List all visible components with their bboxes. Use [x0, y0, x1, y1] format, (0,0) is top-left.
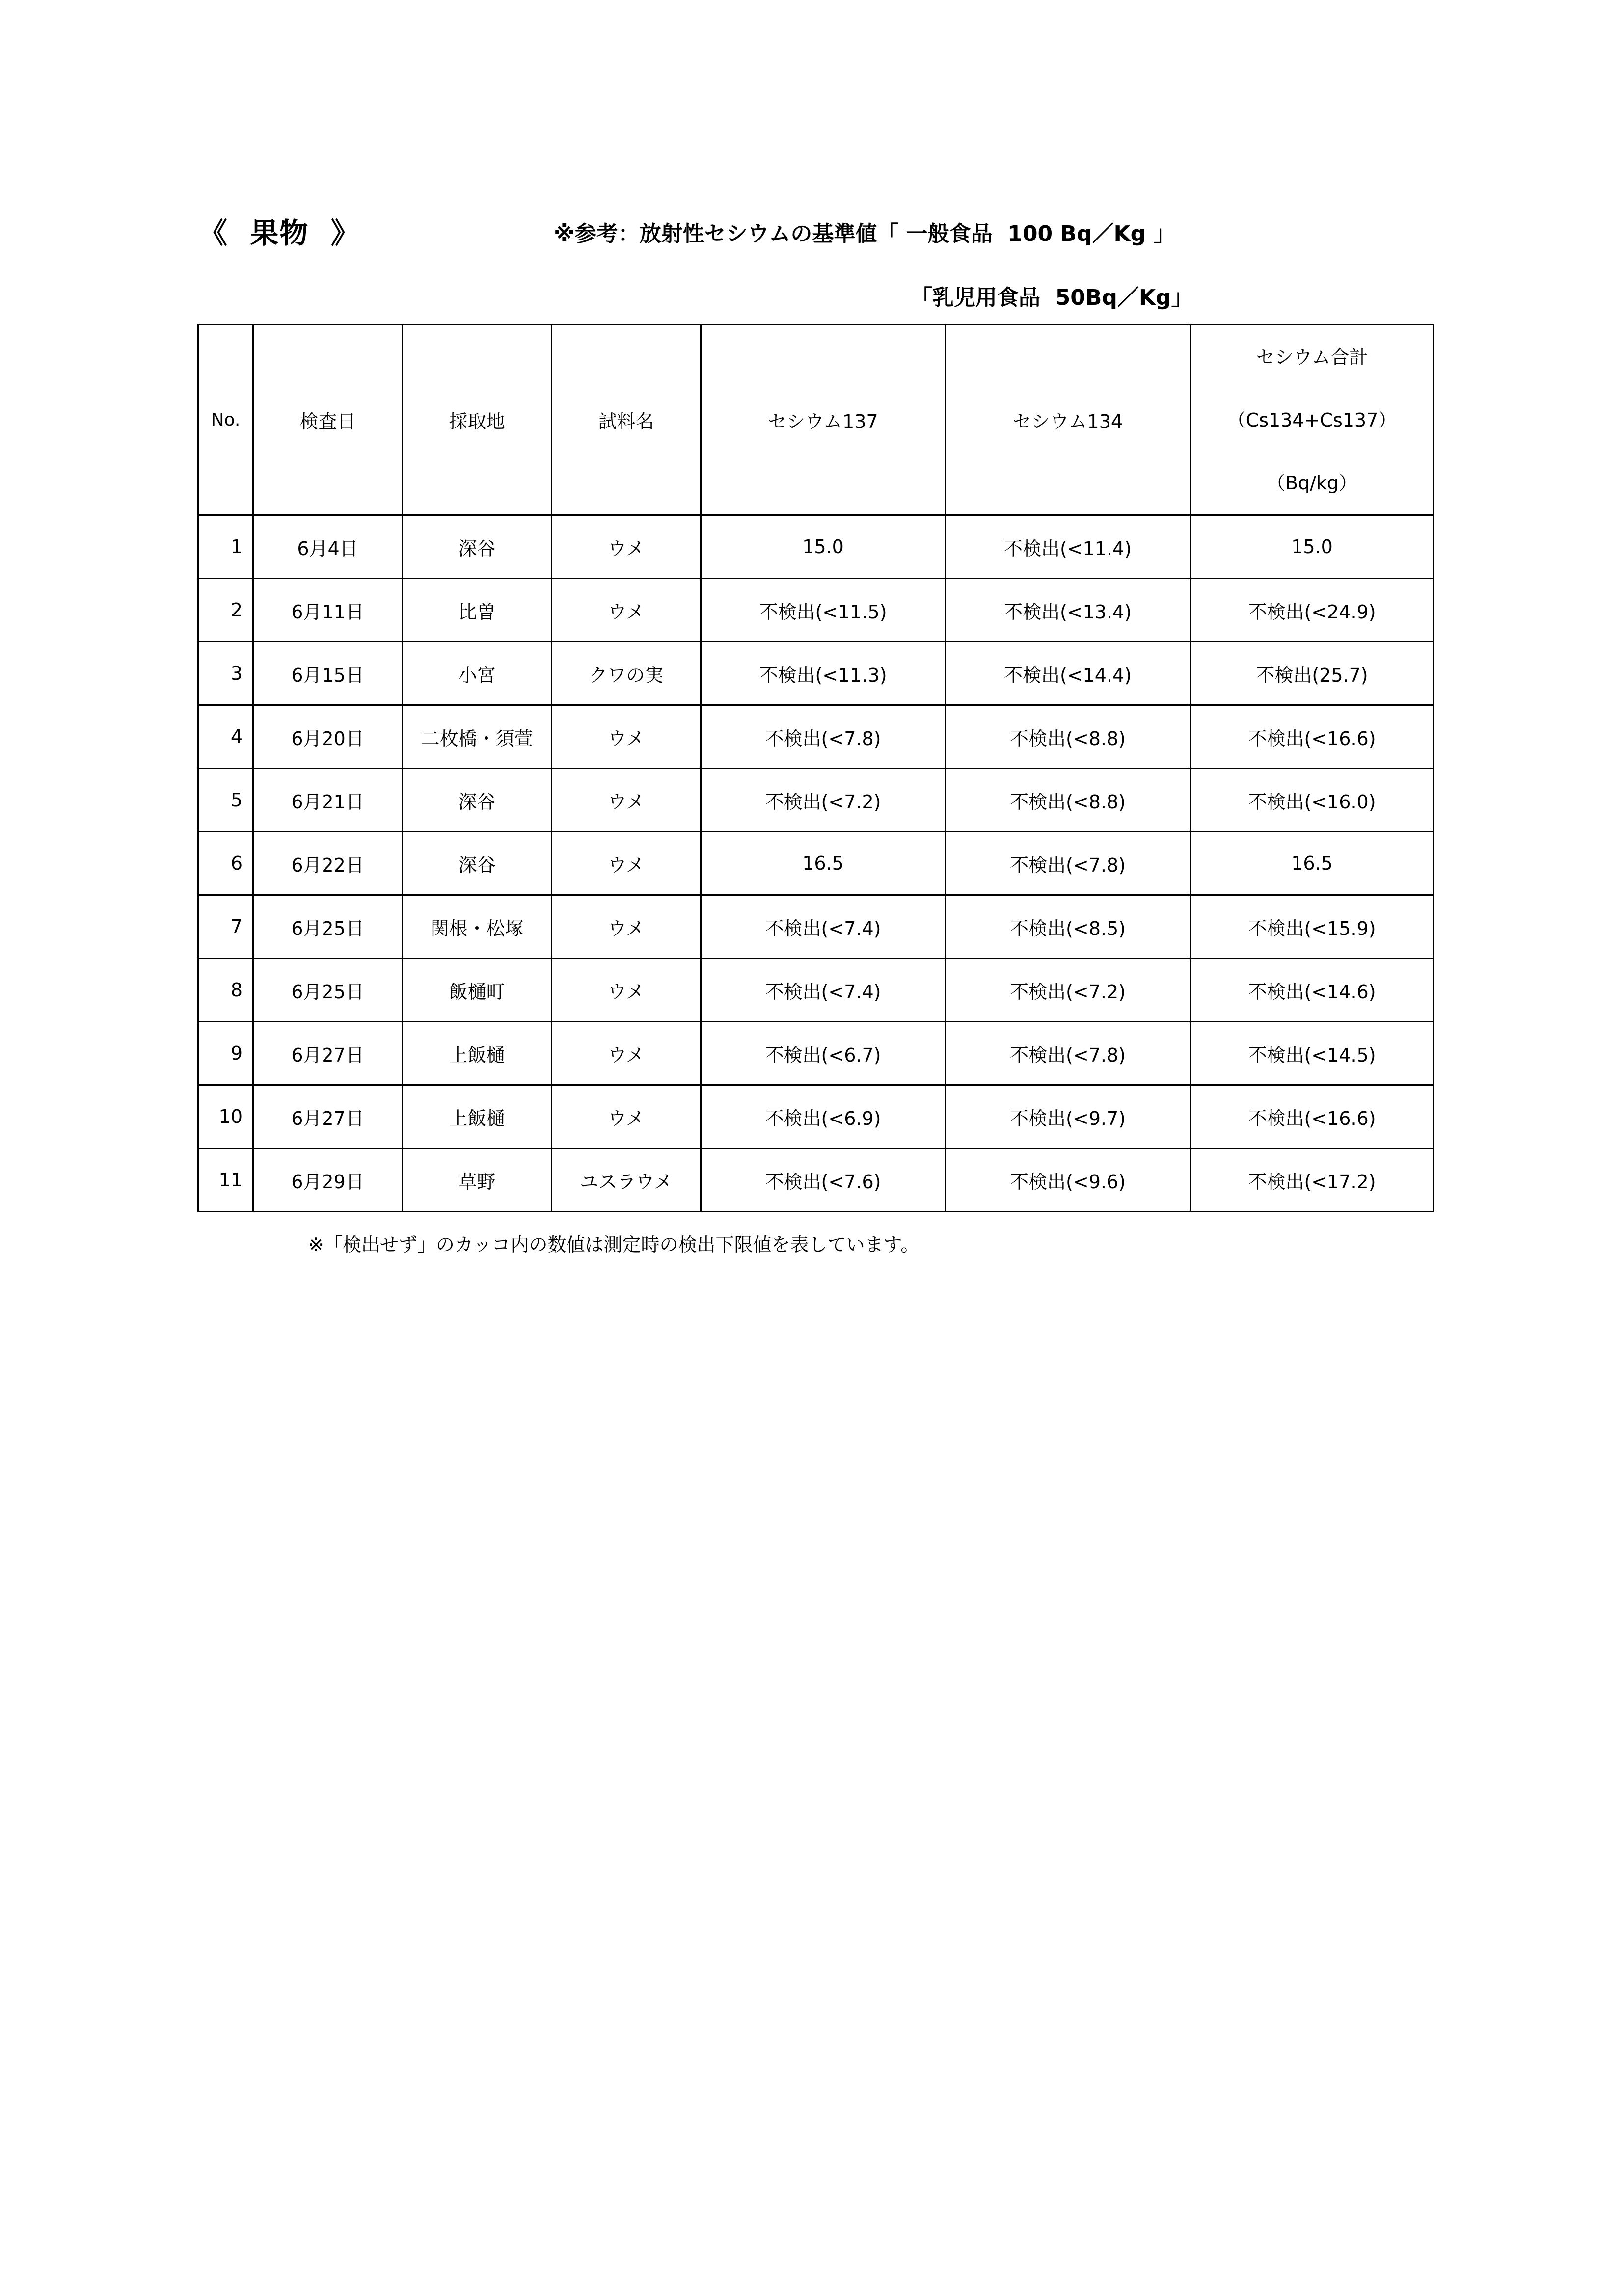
header-location: 採取地: [403, 325, 552, 515]
cell-total: 不検出(<14.6): [1190, 959, 1434, 1022]
cell-total: 不検出(<16.0): [1190, 769, 1434, 832]
cell-cs134: 不検出(<8.8): [946, 705, 1190, 769]
cell-no: 9: [198, 1022, 253, 1085]
table-header: [198, 325, 1434, 515]
header-total-line3: （Bq/kg）: [1266, 472, 1358, 494]
cell-no: 1: [198, 515, 253, 579]
header-total-line2: （Cs134+Cs137）: [1227, 409, 1397, 431]
header-total: [1190, 325, 1434, 515]
cell-date: 6月22日: [253, 832, 403, 895]
cell-cs134: 不検出(<7.2): [946, 959, 1190, 1022]
cell-no: 5: [198, 769, 253, 832]
table-row: [198, 579, 1434, 642]
table-body: [198, 515, 1434, 1212]
page-title: 《 果物 》: [199, 216, 360, 250]
cell-no: 6: [198, 832, 253, 895]
cell-sample: ウメ: [552, 769, 701, 832]
cell-no: 7: [198, 895, 253, 959]
cell-location: 深谷: [403, 769, 552, 832]
cell-total: 不検出(<14.5): [1190, 1022, 1434, 1085]
cell-cs134: 不検出(<7.8): [946, 832, 1190, 895]
table-row: [198, 832, 1434, 895]
cell-cs134: 不検出(<8.5): [946, 895, 1190, 959]
cell-no: 2: [198, 579, 253, 642]
cell-cs134: 不検出(<13.4): [946, 579, 1190, 642]
cell-sample: ウメ: [552, 515, 701, 579]
table-row: [198, 642, 1434, 705]
cell-sample: ウメ: [552, 895, 701, 959]
cell-cs134: 不検出(<7.8): [946, 1022, 1190, 1085]
cell-cs137: 不検出(<6.7): [701, 1022, 946, 1085]
cell-total: 不検出(<16.6): [1190, 1085, 1434, 1148]
cell-date: 6月25日: [253, 895, 403, 959]
header-row: [198, 325, 1434, 515]
cell-sample: ウメ: [552, 1085, 701, 1148]
header-no: No.: [198, 325, 253, 515]
results-table: [197, 324, 1434, 1212]
cell-cs137: 不検出(<6.9): [701, 1085, 946, 1148]
cell-sample: ウメ: [552, 579, 701, 642]
cell-cs137: 不検出(<7.4): [701, 895, 946, 959]
table-row: [198, 1085, 1434, 1148]
cell-location: 深谷: [403, 515, 552, 579]
reference-standard-infant: 「乳児用食品 50Bq／Kg」: [911, 285, 1193, 310]
cell-sample: ウメ: [552, 959, 701, 1022]
cell-cs137: 不検出(<7.4): [701, 959, 946, 1022]
cell-cs134: 不検出(<9.6): [946, 1148, 1190, 1212]
cell-total: 不検出(<16.6): [1190, 705, 1434, 769]
cell-location: 草野: [403, 1148, 552, 1212]
cell-no: 8: [198, 959, 253, 1022]
table-row: [198, 1148, 1434, 1212]
footnote: ※「検出せず」のカッコ内の数値は測定時の検出下限値を表しています。: [308, 1234, 920, 1255]
cell-cs134: 不検出(<14.4): [946, 642, 1190, 705]
cell-location: 上飯樋: [403, 1022, 552, 1085]
cell-location: 飯樋町: [403, 959, 552, 1022]
cell-no: 3: [198, 642, 253, 705]
cell-sample: ウメ: [552, 1022, 701, 1085]
cell-total: 不検出(<17.2): [1190, 1148, 1434, 1212]
cell-total: 不検出(<24.9): [1190, 579, 1434, 642]
cell-location: 比曽: [403, 579, 552, 642]
cell-no: 4: [198, 705, 253, 769]
table-row: [198, 959, 1434, 1022]
cell-sample: ウメ: [552, 832, 701, 895]
cell-date: 6月27日: [253, 1085, 403, 1148]
cell-location: 二枚橋・須萱: [403, 705, 552, 769]
cell-date: 6月20日: [253, 705, 403, 769]
cell-cs137: 不検出(<11.5): [701, 579, 946, 642]
header-cs134: セシウム134: [946, 325, 1190, 515]
reference-standard-general: ※参考：放射性セシウムの基準値「 一般食品 100 Bq／Kg 」: [554, 221, 1175, 246]
header-cs137: セシウム137: [701, 325, 946, 515]
cell-sample: ウメ: [552, 705, 701, 769]
header-total-line1: セシウム合計: [1256, 346, 1368, 368]
cell-no: 11: [198, 1148, 253, 1212]
cell-sample: クワの実: [552, 642, 701, 705]
cell-cs137: 不検出(<7.2): [701, 769, 946, 832]
cell-cs137: 不検出(<11.3): [701, 642, 946, 705]
cell-cs137: 16.5: [701, 832, 946, 895]
cell-cs137: 不検出(<7.8): [701, 705, 946, 769]
cell-cs137: 不検出(<7.6): [701, 1148, 946, 1212]
cell-date: 6月25日: [253, 959, 403, 1022]
header-date: 検査日: [253, 325, 403, 515]
cell-sample: ユスラウメ: [552, 1148, 701, 1212]
cell-cs134: 不検出(<11.4): [946, 515, 1190, 579]
cell-no: 10: [198, 1085, 253, 1148]
table-row: [198, 769, 1434, 832]
cell-cs134: 不検出(<8.8): [946, 769, 1190, 832]
table-row: [198, 895, 1434, 959]
cell-date: 6月11日: [253, 579, 403, 642]
cell-total: 不検出(25.7): [1190, 642, 1434, 705]
header-sample: 試料名: [552, 325, 701, 515]
cell-total: 不検出(<15.9): [1190, 895, 1434, 959]
cell-date: 6月4日: [253, 515, 403, 579]
cell-location: 関根・松塚: [403, 895, 552, 959]
cell-date: 6月21日: [253, 769, 403, 832]
cell-cs137: 15.0: [701, 515, 946, 579]
table-row: [198, 1022, 1434, 1085]
table-row: [198, 515, 1434, 579]
cell-location: 小宮: [403, 642, 552, 705]
cell-total: 16.5: [1190, 832, 1434, 895]
cell-date: 6月27日: [253, 1022, 403, 1085]
cell-location: 上飯樋: [403, 1085, 552, 1148]
cell-total: 15.0: [1190, 515, 1434, 579]
cell-date: 6月29日: [253, 1148, 403, 1212]
cell-cs134: 不検出(<9.7): [946, 1085, 1190, 1148]
table-row: [198, 705, 1434, 769]
cell-date: 6月15日: [253, 642, 403, 705]
cell-location: 深谷: [403, 832, 552, 895]
